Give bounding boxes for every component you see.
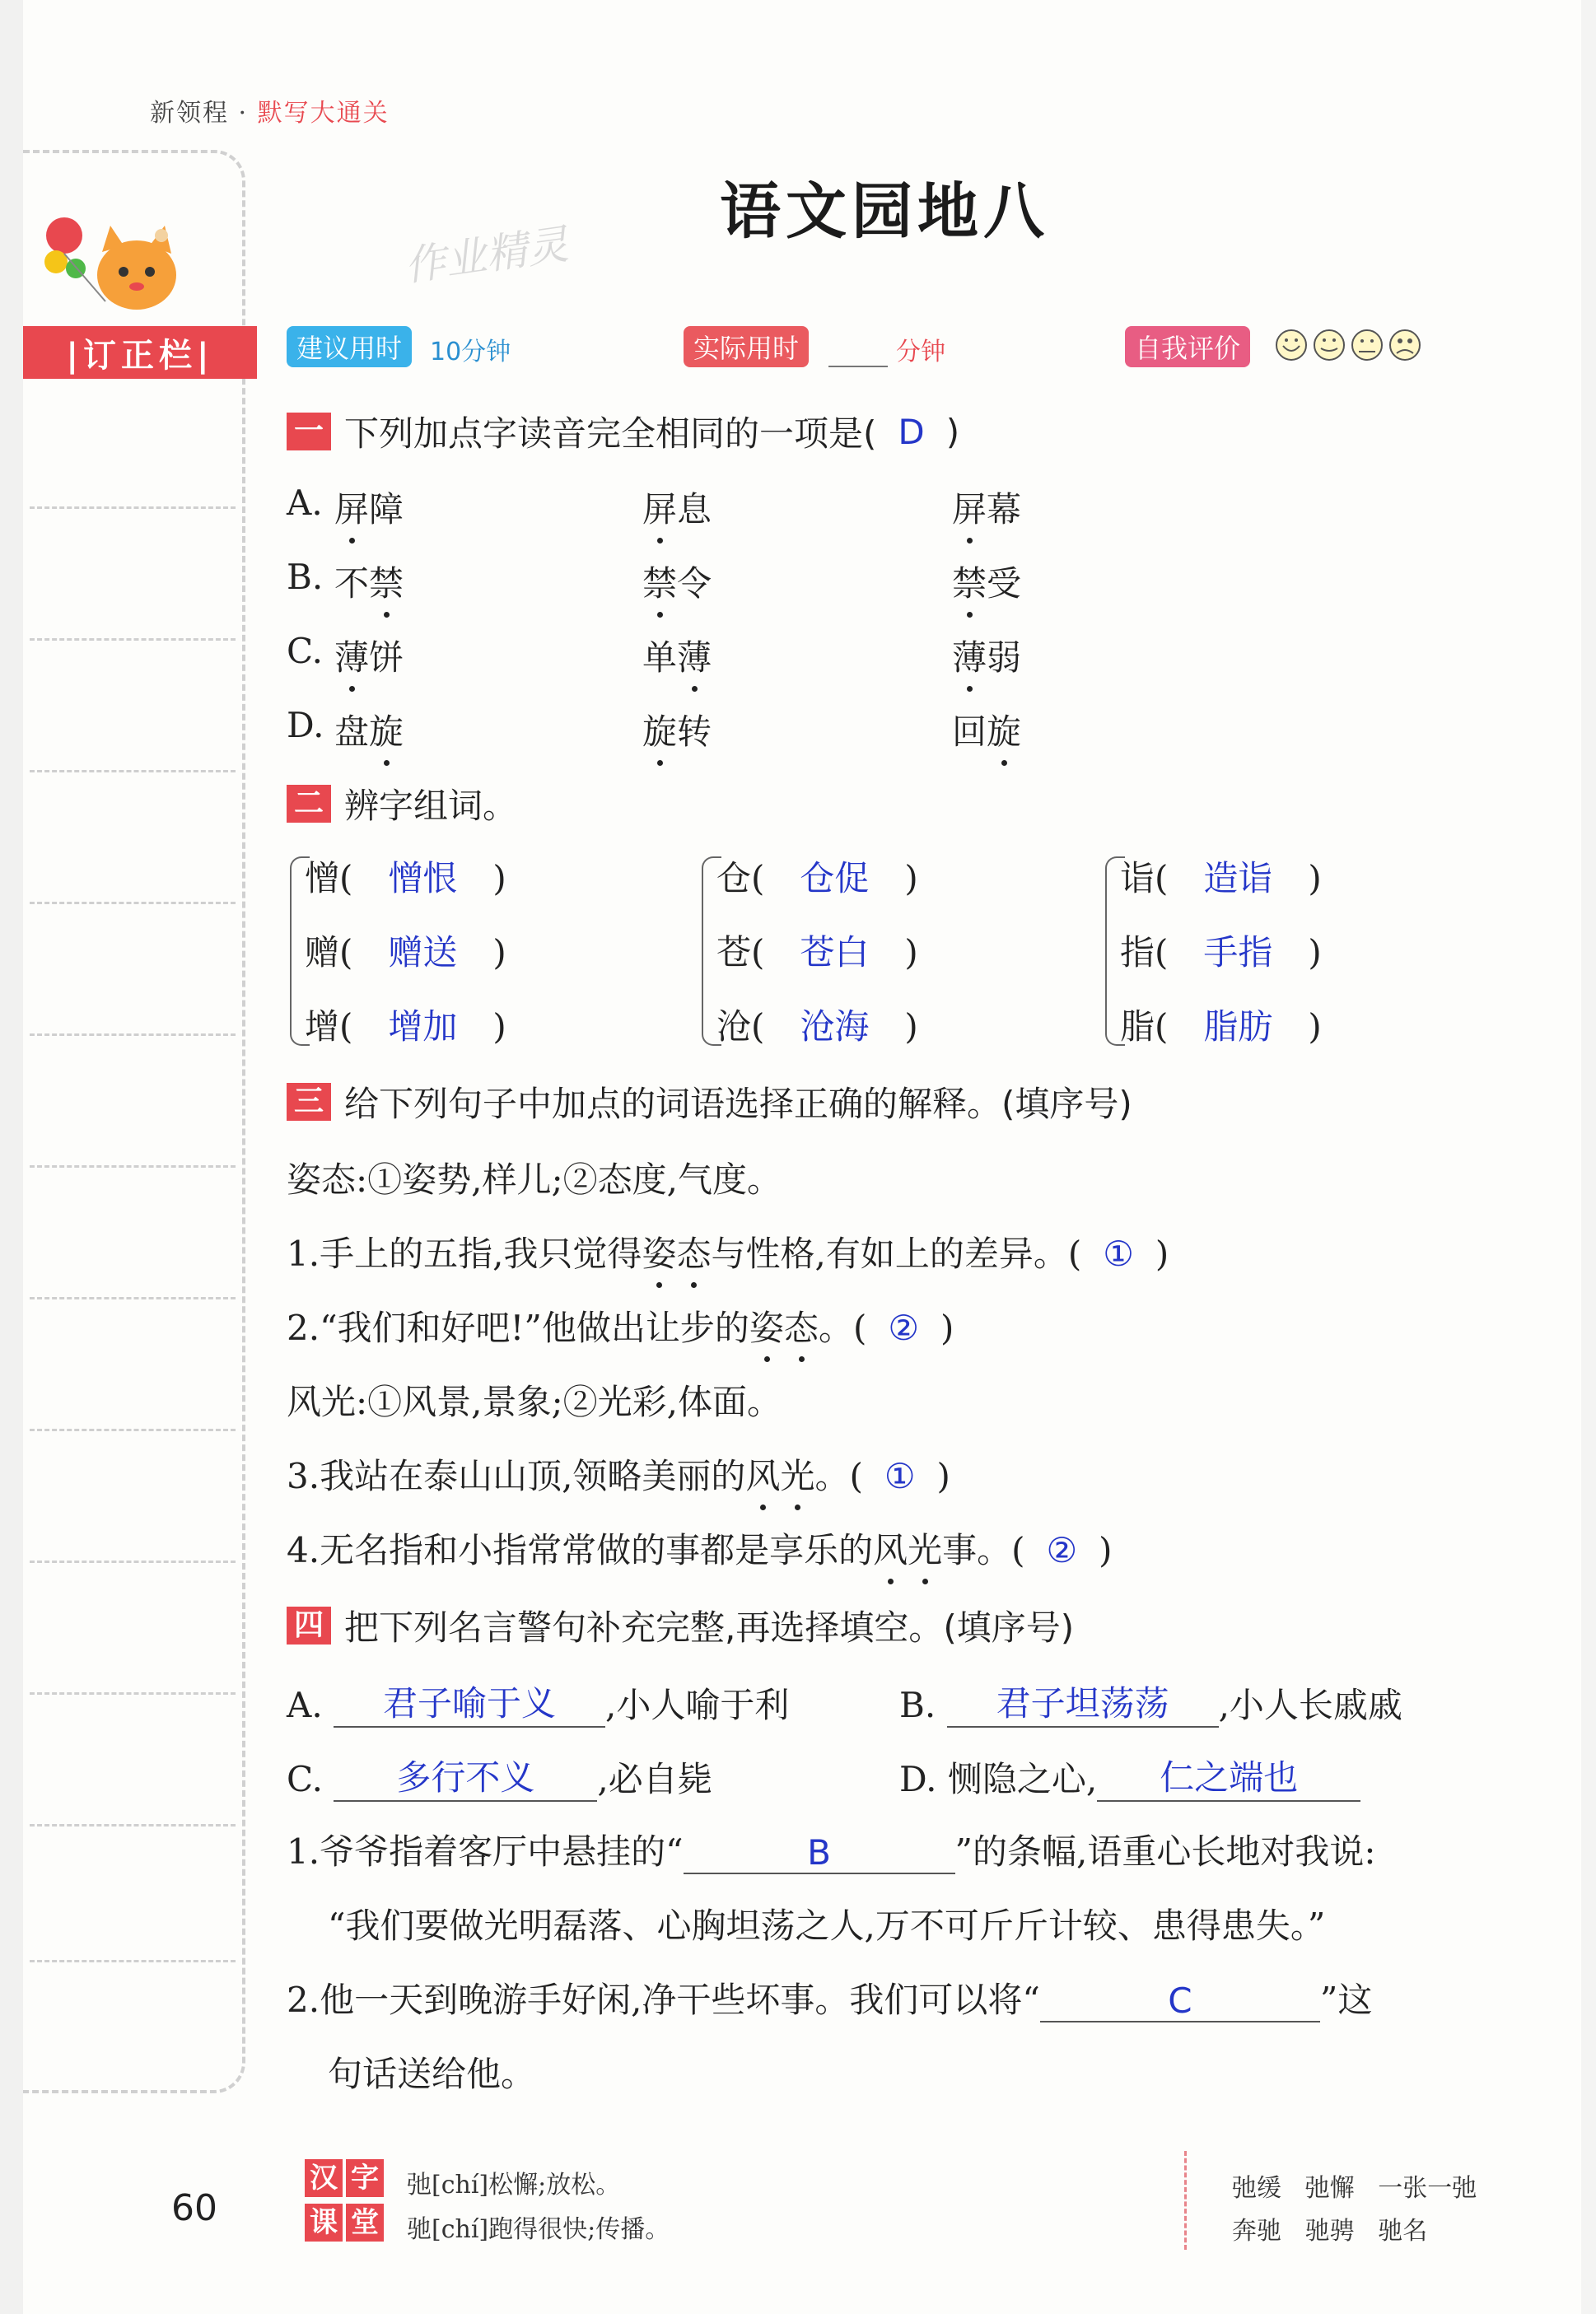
sidebar-divider [30,1824,236,1826]
option-word: 屏息 [642,483,712,532]
word-pair: 苍( 苍白 ) [716,926,918,975]
section-2-heading [287,779,517,828]
word-answer[interactable]: 苍白 [800,932,870,973]
answer-4-1[interactable]: B [684,1832,955,1874]
page-number: 60 [171,2187,217,2229]
actual-time-tag: 实际用时 [684,326,809,367]
sidebar-divider [30,638,236,641]
word-answer[interactable]: 沧海 [800,1006,870,1047]
sidebar-divider [30,1165,236,1168]
char-note-1: 弛[chí]松懈;放松。 [407,2171,621,2200]
word-answer[interactable]: 增加 [388,1006,458,1047]
watermark: 作业精灵 [401,220,572,291]
option-word: 回旋 [952,705,1021,754]
option-word: 不禁 [334,557,404,606]
option-word: 屏障 [334,483,404,532]
character: 指( [1120,932,1169,973]
sidebar-divider [30,1561,236,1563]
section-1-heading: 一 下列加点字读音完全相同的一项是( D ) [287,407,959,456]
word-answer[interactable]: 脂肪 [1203,1006,1273,1047]
option-word: 薄饼 [334,631,404,680]
quote-c: C. 多行不义 ,必自毙 [287,1751,712,1802]
word-pair: 诣( 造诣 ) [1120,851,1322,901]
word-list-2: 奔驰 驰骋 驰名 [1232,2217,1428,2246]
section-4-heading [287,1601,1074,1650]
brand-line [150,92,390,128]
option-word: 禁受 [952,557,1021,606]
dotted-word: 风光 [745,1456,814,1496]
character: 沧( [716,1006,765,1047]
section-question: 下列加点字读音完全相同的一项是( [344,413,877,454]
character: 赠( [305,932,353,973]
sidebar-divider [30,1960,236,1962]
section-number: 一 [287,413,331,450]
sidebar-divider [30,506,236,509]
footer-divider [1184,2151,1187,2250]
section-1-answer[interactable]: D [898,411,925,452]
character: 仓( [716,858,765,898]
option-word: 单薄 [642,631,712,680]
actual-time-field[interactable]: 分钟 [828,331,945,367]
brand-series: 新领程 [150,99,229,128]
actual-time-blank[interactable] [828,366,888,367]
self-eval-tag: 自我评价 [1125,326,1250,367]
sidebar-divider [30,1692,236,1695]
section-3-heading [287,1077,1132,1127]
quote-d: D. 恻隐之心, 仁之端也 [899,1751,1360,1802]
word-answer[interactable]: 仓促 [800,858,870,898]
quote-c-fill[interactable]: 多行不义 [334,1751,597,1802]
question-4-2: 2.他一天到晚游手好闲,净干些坏事。我们可以将“ C ”这 [287,1980,1373,2021]
word-pair: 沧( 沧海 ) [716,1000,918,1049]
option-label: B. [287,557,324,597]
word-answer[interactable]: 憎恨 [388,858,458,898]
option-word: 薄弱 [952,631,1021,680]
word-pair: 指( 手指 ) [1120,926,1322,975]
answer-3-3[interactable]: ① [884,1456,916,1496]
word-list-1: 弛缓 弛懈 一张一弛 [1232,2174,1477,2203]
section-question: 把下列名言警句补充完整,再选择填空。(填序号) [344,1607,1075,1648]
badge-han: 汉 [305,2159,343,2197]
question-4-1-quote: “我们要做光明磊落、心胸坦荡之人,万不可斤斤计较、患得患失。” [328,1906,1326,1946]
sidebar-divider [30,902,236,904]
cat-mascot-icon [40,211,188,326]
word-pair: 脂( 脂肪 ) [1120,1000,1322,1049]
character: 增( [305,1006,353,1047]
option-word: 屏幕 [952,483,1021,532]
question-3-2: 2.“我们和好吧!”他做出让步的姿态。( ② ) [287,1301,954,1351]
sidebar-divider [30,1297,236,1299]
word-answer[interactable]: 赠送 [388,932,458,973]
badge-zi: 字 [346,2159,384,2197]
quote-b-fill[interactable]: 君子坦荡荡 [947,1677,1219,1728]
quote-a-fill[interactable]: 君子喻于义 [334,1677,605,1728]
option-word: 旋转 [642,705,712,754]
answer-3-4[interactable]: ② [1046,1530,1078,1570]
option-word: 禁令 [642,557,712,606]
quote-b: B. 君子坦荡荡 ,小人长戚戚 [899,1677,1402,1728]
char-note-2: 驰[chí]跑得很快;传播。 [407,2215,670,2244]
dotted-word: 姿态 [642,1234,711,1274]
badge-tang: 堂 [346,2204,384,2242]
brand-separator: · [238,99,249,128]
sidebar-divider [30,1429,236,1431]
section-number: 四 [287,1607,331,1645]
section-number: 二 [287,785,331,823]
word-pair: 仓( 仓促 ) [716,851,918,901]
word-answer[interactable]: 造诣 [1203,858,1273,898]
section-number: 三 [287,1083,331,1121]
option-label: C. [287,631,323,671]
word-pair: 赠( 赠送 ) [305,926,506,975]
character: 脂( [1120,1006,1169,1047]
section-question: 给下列句子中加点的词语选择正确的解释。(填序号) [344,1084,1132,1124]
question-4-1: 1.爷爷指着客厅中悬挂的“ B ”的条幅,语重心长地对我说: [287,1831,1376,1873]
question-4-2-cont: 句话送给他。 [328,2054,536,2094]
answer-4-2[interactable]: C [1040,1980,1320,2022]
character: 苍( [716,932,765,973]
character: 憎( [305,858,353,898]
rating-faces-icon[interactable] [1273,326,1425,367]
definition-zitai: 姿态:①姿势,样儿;②态度,气度。 [287,1159,782,1200]
answer-3-1[interactable]: ① [1103,1234,1134,1274]
dotted-word: 风光 [873,1530,942,1570]
section-question: 辨字组词。 [344,786,518,826]
option-label: A. [287,483,323,523]
word-pair: 增( 增加 ) [305,1000,506,1049]
quote-d-fill[interactable]: 仁之端也 [1097,1751,1360,1802]
question-3-1: 1.手上的五指,我只觉得姿态与性格,有如上的差异。( ① ) [287,1227,1169,1276]
sidebar-divider [30,1033,236,1036]
answer-3-2[interactable]: ② [888,1308,919,1348]
brand-subtitle: 默写大通关 [257,99,390,128]
word-answer[interactable]: 手指 [1203,932,1273,973]
option-word: 盘旋 [334,705,404,754]
definition-fengguang: 风光:①风景,景象;②光彩,体面。 [287,1382,782,1422]
word-pair: 憎( 憎恨 ) [305,851,506,901]
sidebar-divider [30,770,236,772]
quote-a: A. 君子喻于义 ,小人喻于利 [287,1677,789,1728]
question-3-3: 3.我站在泰山山顶,领略美丽的风光。( ① ) [287,1449,950,1499]
character: 诣( [1120,858,1169,898]
suggested-time-value: 10分钟 [430,338,511,366]
badge-ke: 课 [305,2204,343,2242]
correction-column [23,150,245,2093]
dotted-word: 姿态 [749,1308,819,1348]
question-3-4: 4.无名指和小指常常做的事都是享乐的风光事。( ② ) [287,1523,1113,1573]
option-label: D. [287,705,324,745]
page-title: 语文园地八 [720,176,1049,247]
suggested-time-tag: 建议用时 [287,326,412,367]
correction-label: |订正栏| [23,326,257,379]
